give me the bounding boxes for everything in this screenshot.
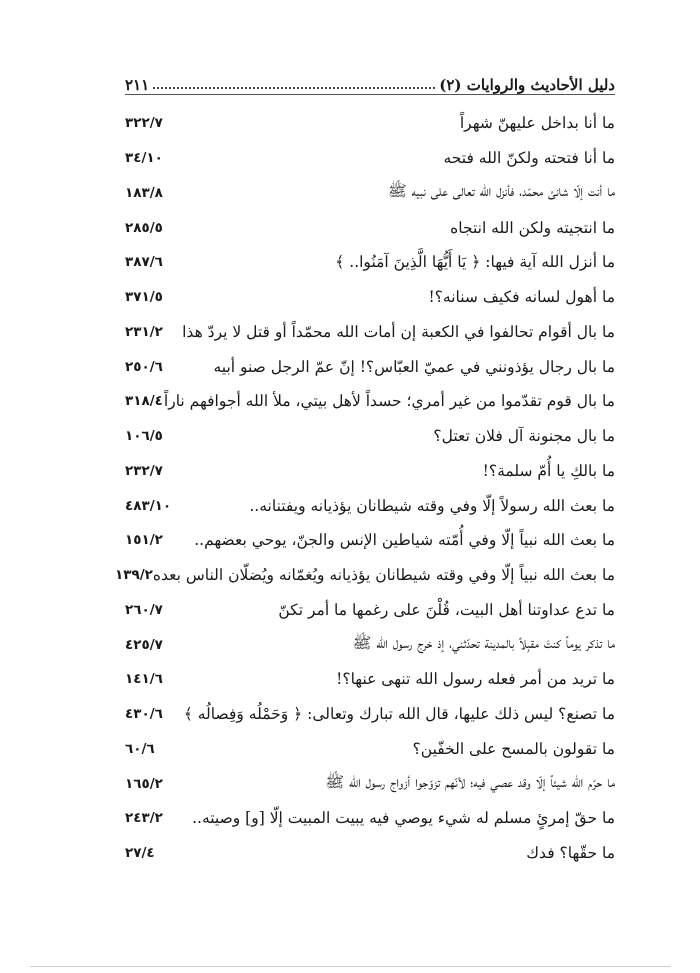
entry-reference: ١٣٩/٢	[114, 567, 153, 584]
entry-text: ما بال أقوام تحالفوا في الكعبة إن أمات الله محمّداً أو قتل لا يردّ هذا	[182, 322, 615, 341]
entry-reference: ٢٧/٤	[125, 845, 155, 862]
entry-text: ما أنا بداخل عليهنّ شهراً	[459, 114, 615, 133]
entry-text: ما تدع عداوتنا أهل البيت، قُلْنَ على رغمها ما أمر تكنّ	[278, 600, 615, 619]
index-entry	[125, 697, 615, 732]
index-entry	[125, 766, 615, 801]
entry-reference: ٣٨٧/٦	[125, 254, 163, 271]
index-entry	[125, 349, 615, 384]
index-entry	[125, 384, 615, 419]
entry-reference: ٤٣٠/٦	[125, 706, 163, 723]
entry-text: ما أنت إلّا شانئ محمّد، فأنزل الله تعالى على نبيه ﷺ	[388, 182, 615, 201]
entry-reference: ٢٦٠/٧	[125, 601, 163, 618]
entry-text: ما بال قوم تقدّموا من غير أمري؛ حسداً لأهل بيتي، ملأ الله أجوافهم ناراً	[163, 392, 615, 411]
index-entry	[114, 558, 615, 593]
entry-reference: ١٠٦/٥	[125, 428, 163, 445]
entry-reference: ٢٣٢/٧	[125, 462, 163, 479]
index-entry	[125, 210, 615, 245]
entry-text: ما تقولون بالمسح على الخفّين؟	[412, 739, 615, 758]
index-entry	[125, 593, 615, 628]
index-entry	[125, 523, 615, 558]
index-entry	[125, 662, 615, 697]
page-edge-line	[30, 966, 670, 967]
entry-reference: ٢٣١/٢	[125, 323, 163, 340]
entry-text: ما بالكِ يا أُمّ سلمة؟!	[482, 461, 615, 480]
entry-reference: ٣٧١/٥	[125, 289, 163, 306]
entry-text: ما بعث الله نبياً إلّا وفي أُمّته شياطين الإنس والجنّ، يوحي بعضهم..	[194, 531, 615, 550]
index-entry	[125, 245, 615, 280]
page-number: ٢١١	[125, 76, 150, 94]
entry-text: ما حقّ إمرئٍ مسلم له شيء يوصي فيه يبيت المبيت إلّا [و] وصيته..	[192, 809, 615, 828]
entry-reference: ٣٤/١٠	[125, 150, 163, 167]
entry-reference: ٢٨٥/٥	[125, 219, 163, 236]
entry-text: ما حرّم الله شيئاً إلّا وقد عصي فيه؛ لأنّهم تزوّجوا أزواج رسول الله ﷺ	[325, 773, 615, 792]
entry-text: ما أهول لسانه فكيف سنانه؟!	[428, 288, 615, 307]
entry-reference: ١٥١/٢	[125, 532, 163, 549]
entry-reference: ١٤١/٦	[125, 671, 163, 688]
entry-reference: ٣٢٢/٧	[125, 115, 163, 132]
index-entry	[125, 176, 615, 211]
index-entry	[125, 488, 615, 523]
index-entry	[125, 454, 615, 489]
entry-reference: ٣١٨/٤	[125, 393, 163, 410]
index-entry	[125, 732, 615, 767]
entry-reference: ٤٢٥/٧	[125, 636, 163, 653]
index-entry	[125, 836, 615, 871]
index-entry	[125, 141, 615, 176]
entry-reference: ٢٥٠/٦	[125, 358, 163, 375]
entry-reference: ٦٠/٦	[125, 740, 155, 757]
index-entry	[125, 419, 615, 454]
entry-reference: ٢٤٣/٢	[125, 810, 163, 827]
entry-text: ما بال مجنونة آل فلان تعتل؟	[433, 427, 615, 446]
running-header	[125, 72, 615, 95]
book-title: دليل الأحاديث والروايات (٢)	[439, 76, 615, 94]
index-entry	[125, 106, 615, 141]
index-entry	[125, 315, 615, 350]
entry-text: ما تذكر يوماً كنتَ مقبِلاً بالمدينة تحدّثني، إذ خرج رسول الله ﷺ	[352, 634, 615, 653]
entry-text: ما بعث الله نبياً إلّا وفي وقته شيطانان يؤذيانه ويُغمّانه ويُضلّان الناس بعده	[152, 566, 615, 585]
entry-text: ما أنا فتحته ولكنّ الله فتحه	[443, 149, 615, 168]
entry-text: ما بعث الله رسولاً إلّا وفي وقته شيطانان يؤذيانه ويفتنانه..	[249, 496, 615, 515]
entry-text: ما بال رجال يؤذونني في عميّ العبّاس؟! إنّ عمّ الرجل صنو أبيه	[213, 357, 615, 376]
entry-text: ما تريد من أمر فعله رسول الله تنهى عنها؟!	[336, 670, 615, 689]
index-list	[114, 106, 615, 871]
entry-reference: ١٦٥/٢	[125, 775, 163, 792]
entry-text: ما تصنع؟ ليس ذلك عليها، قال الله تبارك وتعالى: ﴿ وَحَمْلُه وَفِصالُه ﴾	[183, 705, 615, 724]
entry-text: ما أنزل الله آية فيها: ﴿ يَا أَيُّهَا الَّذِينَ آمَنُوا.. ﴾	[335, 253, 615, 272]
index-entry	[125, 627, 615, 662]
entry-text: ما انتجيته ولكن الله انتجاه	[450, 218, 615, 237]
entry-reference: ١٨٣/٨	[125, 184, 163, 201]
leader-dots	[153, 87, 435, 89]
index-entry	[125, 280, 615, 315]
entry-reference: ٤٨٣/١٠	[125, 497, 172, 514]
entry-text: ما حقّها؟ فدك	[526, 844, 615, 863]
index-entry	[125, 801, 615, 836]
